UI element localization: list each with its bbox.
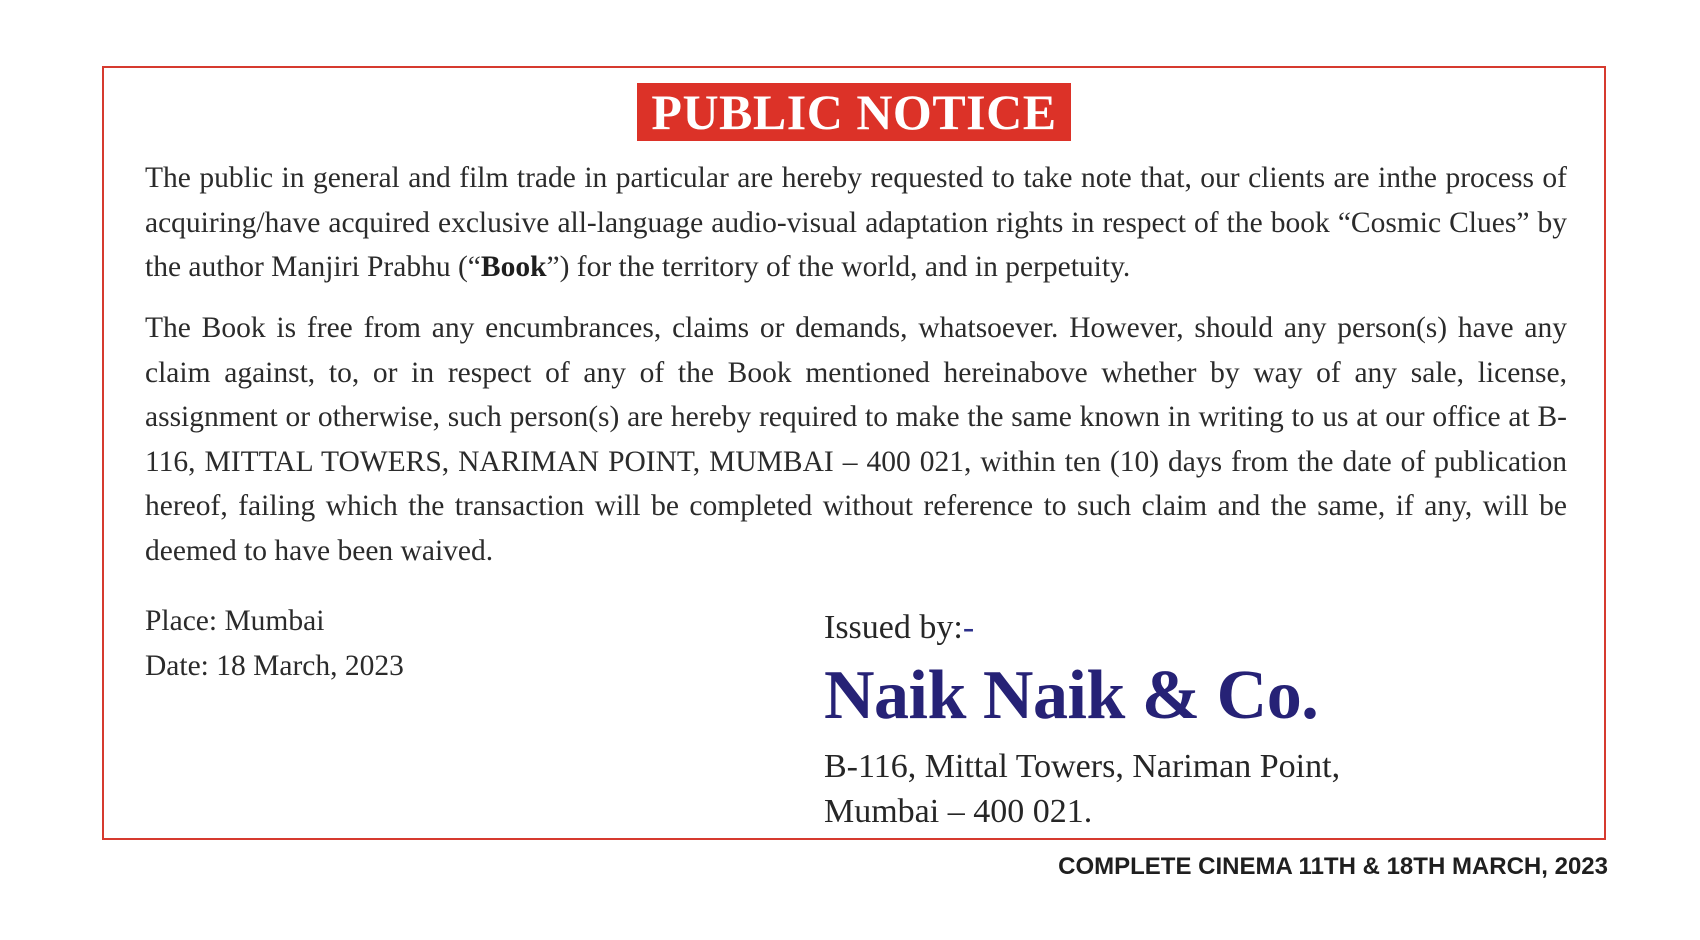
title-wrapper: [104, 83, 1604, 141]
notice-title: PUBLIC NOTICE: [637, 83, 1070, 141]
firm-address-line-2: Mumbai – 400 021.: [824, 793, 1093, 830]
notice-paragraph-1: [145, 156, 1567, 290]
firm-address-line-1: B-116, Mittal Towers, Nariman Point,: [824, 748, 1341, 785]
issued-by-label: [824, 606, 1340, 650]
issued-by-dash: -: [962, 609, 975, 646]
firm-address: [824, 744, 1340, 834]
paragraph-1-text-start: The public in general and film trade in particular are hereby requested to take note that, our clients are inthe process of acquiring/have acquired exclusive all-language audio-visual adaptation rights in respect of the book “Cosmic Clues” by the author Manjiri Prabhu (“: [145, 162, 1567, 283]
publication-credit: COMPLETE CINEMA 11TH & 18TH MARCH, 2023: [1058, 853, 1608, 880]
place-date-block: [145, 599, 404, 689]
paragraph-1-bold-term: Book: [480, 251, 547, 283]
firm-name: Naik Naik & Co.: [824, 657, 1319, 734]
issued-by-text: Issued by:: [824, 609, 963, 646]
public-notice-frame: [102, 66, 1606, 840]
notice-paragraph-2: The Book is free from any encumbrances, claims or demands, whatsoever. However, should any person(s) have any claim against, to, or in respect of any of the Book mentioned hereinabove whether by way of any sale, license, assignment or otherwise, such person(s) are hereby required to make the same known in writing to us at our office at B-116, MITTAL TOWERS, NARIMAN POINT, MUMBAI – 400 021, within ten (10) days from the date of publication hereof, failing which the transaction will be completed without reference to such claim and the same, if any, will be deemed to have been waived.: [145, 312, 1567, 567]
issuer-block: [824, 606, 1340, 834]
place-line: Place: Mumbai: [145, 605, 325, 637]
paragraph-1-text-end: ”) for the territory of the world, and in perpetuity.: [546, 251, 1131, 283]
date-line: Date: 18 March, 2023: [145, 650, 404, 682]
